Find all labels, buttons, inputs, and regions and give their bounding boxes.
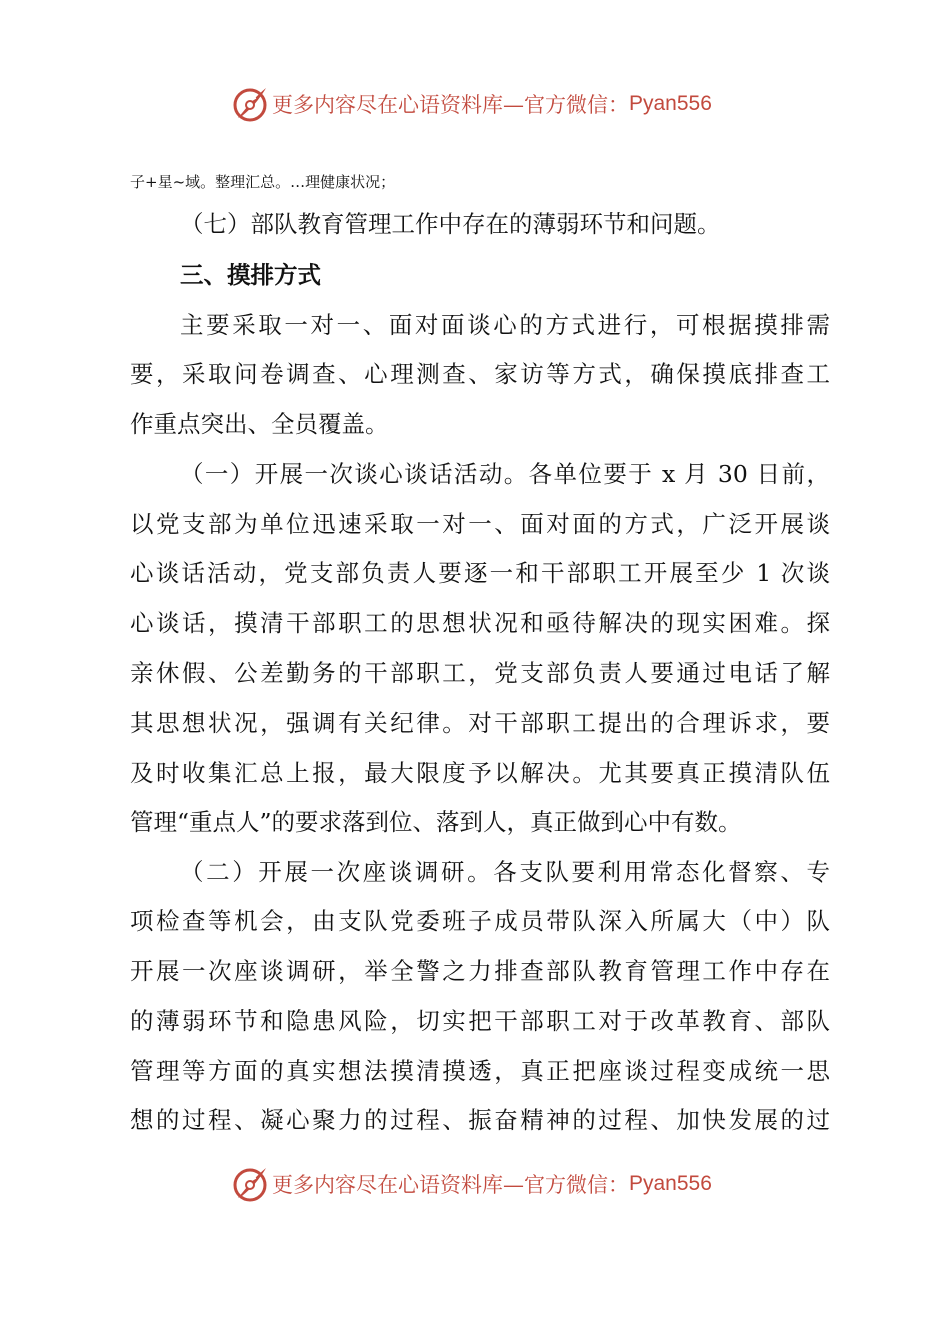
text-line: 的薄弱环节和隐患风险，切实把干部职工对于改革教育、部队 bbox=[130, 1007, 830, 1035]
text-line: 管理等方面的真实想法摸清摸透，真正把座谈过程变成统一思 bbox=[130, 1057, 830, 1085]
wechat-id: Pyan556 bbox=[629, 1172, 712, 1195]
text-line: 以党支部为单位迅速采取一对一、面对面的方式，广泛开展谈 bbox=[130, 510, 830, 538]
text-line: 管理“重点人”的要求落到位、落到人，真正做到心中有数。 bbox=[130, 808, 742, 836]
text-line: （二）开展一次座谈调研。各支队要利用常态化督察、专 bbox=[180, 858, 830, 886]
text-line: 开展一次座谈调研，举全警之力排查部队教育管理工作中存在 bbox=[130, 957, 830, 985]
watermark-banner-bottom bbox=[230, 1162, 712, 1206]
text-line: 项检查等机会，由支队党委班子成员带队深入所属大（中）队 bbox=[130, 907, 830, 935]
quill-pen-icon bbox=[230, 1164, 270, 1204]
text-line: 其思想状况，强调有关纪律。对干部职工提出的合理诉求，要 bbox=[130, 709, 830, 737]
text-line: 作重点突出、全员覆盖。 bbox=[130, 410, 389, 438]
section-heading: 三、摸排方式 bbox=[180, 261, 321, 289]
text-line: 想的过程、凝心聚力的过程、振奋精神的过程、加快发展的过 bbox=[130, 1106, 830, 1134]
text-line: 主要采取一对一、面对面谈心的方式进行，可根据摸排需 bbox=[180, 311, 830, 339]
watermark-text: 更多内容尽在心语资料库—官方微信： bbox=[272, 1173, 629, 1197]
text-line: 心谈话，摸清干部职工的思想状况和亟待解决的现实困难。探 bbox=[130, 609, 830, 637]
watermark-text: 更多内容尽在心语资料库—官方微信： bbox=[272, 93, 629, 117]
watermark-banner-top bbox=[230, 82, 712, 126]
text-line: 要，采取问卷调查、心理测查、家访等方式，确保摸底排查工 bbox=[130, 360, 830, 388]
fragment-line: 子+星~域。整理汇总。…理健康状况； bbox=[130, 173, 396, 191]
quill-pen-icon bbox=[230, 84, 270, 124]
text-line: （一）开展一次谈心谈话活动。各单位要于 x 月 30 日前， bbox=[180, 460, 830, 488]
text-line: （七）部队教育管理工作中存在的薄弱环节和问题。 bbox=[180, 210, 721, 238]
text-line: 及时收集汇总上报，最大限度予以解决。尤其要真正摸清队伍 bbox=[130, 759, 830, 787]
text-line: 亲休假、公差勤务的干部职工，党支部负责人要通过电话了解 bbox=[130, 659, 830, 687]
wechat-id: Pyan556 bbox=[629, 92, 712, 115]
text-line: 心谈话活动，党支部负责人要逐一和干部职工开展至少 1 次谈 bbox=[130, 559, 830, 587]
